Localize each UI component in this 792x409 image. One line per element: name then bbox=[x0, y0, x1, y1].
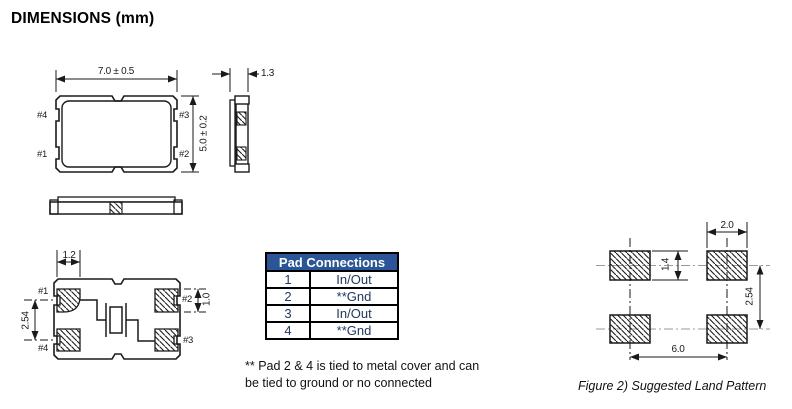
bottom-view-pad-width-dim: 1.2 bbox=[62, 250, 76, 261]
footnote-line2: be tied to ground or no connected bbox=[245, 376, 432, 390]
pad-number: 4 bbox=[266, 322, 310, 339]
footnote-line1: ** Pad 2 & 4 is tied to metal cover and can bbox=[245, 359, 480, 373]
top-view bbox=[56, 70, 199, 172]
side-view-thickness-dim: 1.3 bbox=[261, 68, 275, 79]
bottom-view bbox=[24, 250, 206, 359]
pad-connection: In/Out bbox=[310, 305, 398, 322]
pad-number: 1 bbox=[266, 271, 310, 288]
bottom-view-pad3-label: #3 bbox=[183, 335, 193, 346]
land-pattern-row-pitch-dim: 2.54 bbox=[744, 287, 756, 306]
front-view bbox=[50, 197, 182, 214]
bottom-pad-3 bbox=[155, 329, 178, 351]
package-outline bbox=[56, 96, 177, 172]
crystal-body bbox=[110, 307, 122, 333]
bottom-view-pad4-label: #4 bbox=[38, 343, 48, 354]
pad-connection: In/Out bbox=[310, 271, 398, 288]
pad-number: 3 bbox=[266, 305, 310, 322]
table-row bbox=[266, 305, 398, 322]
land-pad bbox=[610, 251, 650, 280]
pad-connections-table bbox=[265, 252, 399, 340]
table-row bbox=[266, 322, 398, 339]
side-pad bbox=[237, 147, 246, 160]
pad-number: 2 bbox=[266, 288, 310, 305]
figure-caption: Figure 2) Suggested Land Pattern bbox=[578, 379, 767, 393]
pad-connection: **Gnd bbox=[310, 288, 398, 305]
table-row bbox=[266, 288, 398, 305]
page-title: DIMENSIONS (mm) bbox=[11, 10, 155, 27]
land-pattern-pad-height-dim: 1.4 bbox=[660, 258, 672, 272]
front-pad bbox=[110, 202, 122, 214]
side-pad bbox=[237, 112, 246, 125]
top-view-height-dim: 5.0 ± 0.2 bbox=[198, 115, 210, 152]
table-row bbox=[266, 271, 398, 288]
side-view bbox=[212, 68, 259, 172]
land-pad bbox=[707, 315, 747, 343]
land-pad bbox=[707, 251, 747, 280]
bottom-pad-2 bbox=[155, 289, 178, 312]
bottom-pad-4 bbox=[57, 329, 80, 351]
top-view-pad3-label: #3 bbox=[179, 110, 189, 121]
bottom-view-pad2-label: #2 bbox=[182, 294, 192, 305]
bottom-view-pad-height-dim: 1.0 bbox=[201, 293, 213, 307]
top-view-pad4-label: #4 bbox=[37, 110, 47, 121]
top-view-pad2-label: #2 bbox=[179, 149, 189, 160]
bottom-view-pitch-dim: 2.54 bbox=[20, 311, 32, 330]
land-pattern-col-pitch-dim: 6.0 bbox=[671, 344, 685, 355]
land-pattern-pad-width-dim: 2.0 bbox=[720, 220, 734, 231]
pad-connections-header: Pad Connections bbox=[266, 253, 398, 271]
land-pad bbox=[610, 315, 650, 343]
pad-connection: **Gnd bbox=[310, 322, 398, 339]
bottom-view-pad1-label: #1 bbox=[38, 286, 48, 297]
top-view-pad1-label: #1 bbox=[37, 149, 47, 160]
top-view-width-dim: 7.0 ± 0.5 bbox=[97, 66, 135, 77]
